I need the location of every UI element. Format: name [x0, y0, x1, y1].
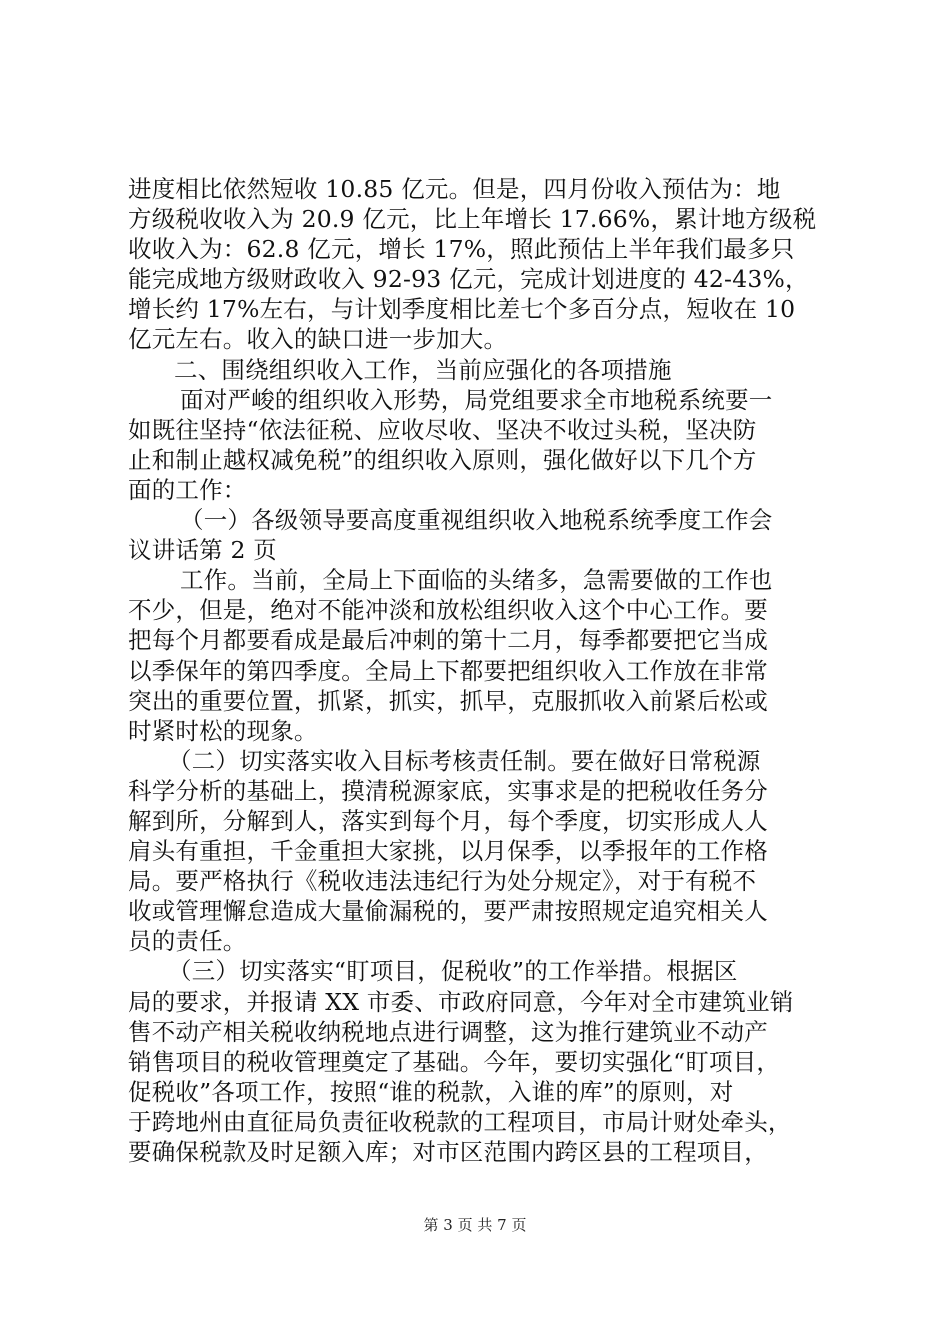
text-line: 解到所，分解到人，落实到每个月，每个季度，切实形成人人	[128, 806, 768, 835]
text-line: 销售项目的税收管理奠定了基础。今年，要切实强化“盯项目，	[128, 1047, 781, 1076]
text-line: 局的要求，并报请 XX 市委、市政府同意，今年对全市建筑业销	[128, 987, 794, 1016]
page-footer: 第 3 页 共 7 页	[423, 1216, 527, 1234]
text-line: 收收入为：62.8 亿元，增长 17%，照此预估上半年我们最多只	[128, 235, 795, 264]
text-line: （二）切实落实收入目标考核责任制。要在做好日常税源	[168, 746, 761, 775]
text-line: 肩头有重担，千金重担大家挑，以月保季，以季报年的工作格	[128, 837, 768, 866]
text-line: 以季保年的第四季度。全局上下都要把组织收入工作放在非常	[128, 656, 768, 685]
text-line: 议讲话第 2 页	[128, 536, 277, 565]
text-line: 局。要严格执行《税收违法违纪行为处分规定》，对于有税不	[128, 867, 757, 896]
text-line: 亿元左右。收入的缺口进一步加大。	[128, 325, 508, 354]
text-line: 突出的重要位置，抓紧，抓实，抓早，克服抓收入前紧后松或	[128, 686, 768, 715]
text-line: 面的工作：	[128, 475, 247, 504]
text-line: （三）切实落实“盯项目，促税收”的工作举措。根据区	[168, 957, 738, 986]
text-line: 收或管理懈怠造成大量偷漏税的，要严肃按照规定追究相关人	[128, 897, 768, 926]
text-line: 增长约 17%左右，与计划季度相比差七个多百分点，短收在 10	[128, 295, 796, 324]
text-line: 二、围绕组织收入工作，当前应强化的各项措施	[174, 355, 672, 384]
text-line: （一）各级领导要高度重视组织收入地税系统季度工作会	[180, 506, 773, 535]
text-line: 止和制止越权减免税”的组织收入原则，强化做好以下几个方	[128, 445, 757, 474]
text-line: 能完成地方级财政收入 92-93 亿元，完成计划进度的 42-43%，	[128, 265, 809, 294]
text-line: 科学分析的基础上，摸清税源家底，实事求是的把税收任务分	[128, 776, 768, 805]
text-line: 不少，但是，绝对不能冲淡和放松组织收入这个中心工作。要	[128, 596, 768, 625]
text-line: 时紧时松的现象。	[128, 716, 318, 745]
text-line: 促税收”各项工作，按照“谁的税款，入谁的库”的原则，对	[128, 1077, 734, 1106]
text-line: 工作。当前，全局上下面临的头绪多，急需要做的工作也	[180, 566, 773, 595]
text-line: 员的责任。	[128, 927, 247, 956]
text-line: 于跨地州由直征局负责征收税款的工程项目，市局计财处牵头，	[128, 1107, 792, 1136]
text-line: 面对严峻的组织收入形势，局党组要求全市地税系统要一	[180, 385, 773, 414]
document-body	[128, 174, 828, 1167]
text-line: 方级税收收入为 20.9 亿元，比上年增长 17.66%，累计地方级税	[128, 205, 817, 234]
text-line: 要确保税款及时足额入库；对市区范围内跨区县的工程项目，	[128, 1138, 768, 1166]
text-line: 进度相比依然短收 10.85 亿元。但是，四月份收入预估为：地	[128, 175, 781, 203]
text-line: 售不动产相关税收纳税地点进行调整，这为推行建筑业不动产	[128, 1017, 768, 1046]
text-line: 如既往坚持“依法征税、应收尽收、坚决不收过头税，坚决防	[128, 415, 757, 444]
text-line: 把每个月都要看成是最后冲刺的第十二月，每季都要把它当成	[128, 626, 768, 655]
